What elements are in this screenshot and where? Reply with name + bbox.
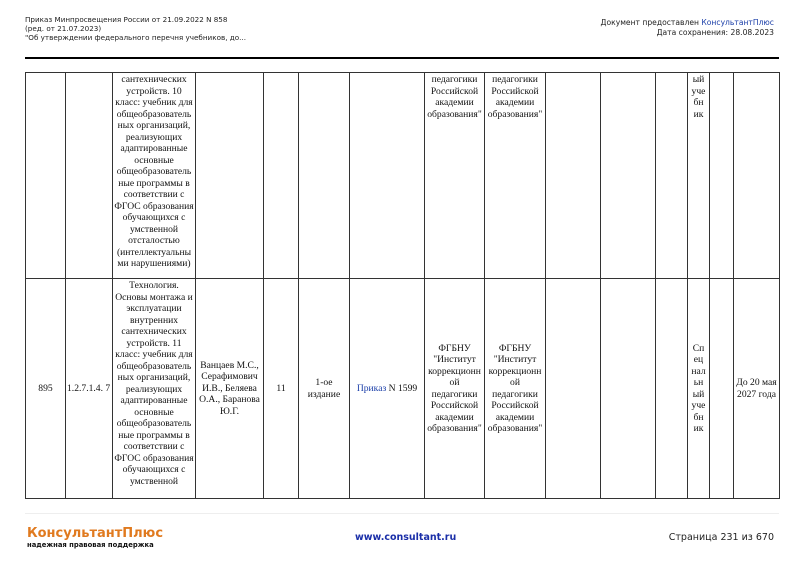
cell-developer: ФГБНУ "Институт коррекционн ой педагогики Российской академии образования" xyxy=(425,279,485,499)
cell-type: Сп ец нал ьн ый уче бн ик xyxy=(688,279,710,499)
doc-title-line2: (ред. от 21.07.2023) xyxy=(25,24,102,33)
cell-authors xyxy=(196,73,264,279)
cell-title: сантехнических устройств. 10 класс: учебник для общеобразователь ных организаций, реализующих адаптированные основные общеобразователь ные программы в соответствии с ФГОС образования обучающихся с умственной отсталостью (интеллектуальны ми нарушениями) xyxy=(113,73,196,279)
website-link[interactable]: www.consultant.ru xyxy=(355,532,457,543)
logo-tagline: надежная правовая поддержка xyxy=(27,541,154,549)
cell-empty xyxy=(710,73,734,279)
doc-title-line1: Приказ Минпросвещения России от 21.09.2022 N 858 xyxy=(25,15,228,24)
cell-authors: Ванцаев М.С., Серафимович И.В., Беляева О.А., Баранова Ю.Г. xyxy=(196,279,264,499)
footer-divider xyxy=(25,513,779,514)
cell-grade xyxy=(264,73,299,279)
cell-edition: 1-ое издание xyxy=(299,279,350,499)
cell-empty xyxy=(656,73,688,279)
cell-empty xyxy=(546,279,601,499)
cell-code xyxy=(66,73,113,279)
cell-valid-until: До 20 мая 2027 года xyxy=(734,279,780,499)
cell-title: Технология. Основы монтажа и эксплуатации внутренних сантехнических устройств. 11 класс: учебник для общеобразователь ных организаций, реализующих адаптированные основные общеобразователь ные программы в соответствии с ФГОС образования обучающихся с умственной xyxy=(113,279,196,499)
document-header xyxy=(25,15,246,42)
page-number: Страница 231 из 670 xyxy=(668,532,774,543)
cell-empty xyxy=(601,73,656,279)
consultant-logo xyxy=(27,527,163,549)
cell-developer: педагогики Российской академии образования" xyxy=(425,73,485,279)
cell-empty xyxy=(601,279,656,499)
cell-publisher: педагогики Российской академии образования" xyxy=(485,73,546,279)
doc-title-line3: "Об утверждении федерального перечня учебников, до... xyxy=(25,33,246,42)
cell-empty xyxy=(656,279,688,499)
provided-label: Документ предоставлен xyxy=(600,18,702,27)
header-divider xyxy=(25,57,779,59)
order-link[interactable]: Приказ xyxy=(356,382,387,394)
textbook-table xyxy=(25,72,780,499)
logo-brand: КонсультантПлюс xyxy=(27,526,164,541)
provider-info xyxy=(601,18,774,38)
cell-num xyxy=(26,73,66,279)
saved-date: Дата сохранения: 28.08.2023 xyxy=(656,28,774,37)
provider-link[interactable]: КонсультантПлюс xyxy=(701,18,774,27)
cell-valid-until xyxy=(734,73,780,279)
cell-edition xyxy=(299,73,350,279)
cell-order xyxy=(350,73,425,279)
cell-type: ый уче бн ик xyxy=(688,73,710,279)
cell-order: Приказ N 1599 xyxy=(350,279,425,499)
cell-num: 895 xyxy=(26,279,66,499)
cell-empty xyxy=(710,279,734,499)
table-row xyxy=(26,73,780,279)
cell-publisher: ФГБНУ "Институт коррекционн ой педагогики Российской академии образования" xyxy=(485,279,546,499)
table-row xyxy=(26,279,780,499)
cell-code: 1.2.7.1.4. 7 xyxy=(66,279,113,499)
cell-empty xyxy=(546,73,601,279)
cell-grade: 11 xyxy=(264,279,299,499)
